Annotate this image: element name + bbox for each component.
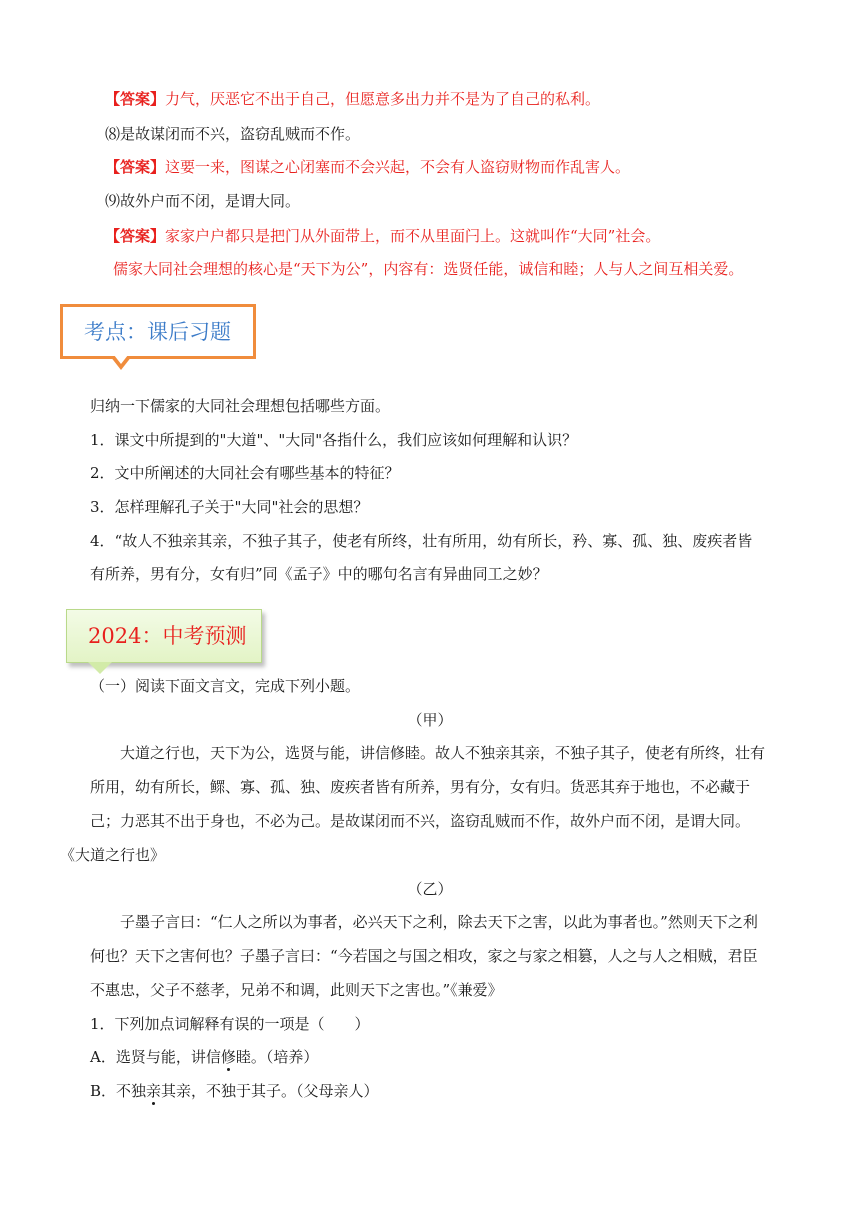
mcq-option-a	[90, 1047, 318, 1067]
section-title: 考点：课后习题	[84, 320, 231, 344]
question-8: ⑻是故谋闭而不兴，盗窃乱贼而不作。	[105, 125, 361, 143]
answer-tag: 【答案】	[105, 227, 166, 245]
passage-jia	[60, 736, 770, 872]
dotted-word: 亲	[146, 1082, 162, 1100]
answer-tag: 【答案】	[105, 90, 166, 108]
exercise-question-2: 2．文中所阐述的大同社会有哪些基本的特征？	[90, 464, 400, 482]
option-text: A．选贤与能，讲信	[90, 1048, 221, 1066]
passage-jia-source: 《大道之行也》	[60, 846, 166, 864]
option-text: 其亲，不独于其子。（父母亲人）	[161, 1082, 379, 1100]
mcq-option-b	[90, 1081, 379, 1101]
callout-tail	[88, 662, 112, 674]
mcq-stem: 1．下列加点词解释有误的一项是（ ）	[90, 1015, 370, 1033]
answer-7	[105, 89, 600, 109]
exercise-question-4-line2: 有所养，男有分，女有归”同《孟子》中的哪句名言有异曲同工之妙？	[90, 565, 548, 583]
passage-jia-text: 大道之行也，天下为公，选贤与能，讲信修睦。故人不独亲其亲，不独子其子，使老有所终，壮有所用，幼有所长，鳏、寡、孤、独、废疾者皆有所养，男有分，女有归。货恶其弃于地也，不必藏于己；力恶其不出于身也，不必为己。是故谋闭而不兴，盗窃乱贼而不作，故外户而不闭，是谓大同。	[90, 744, 766, 830]
answer-8	[105, 157, 630, 177]
section-title: 2024：中考预测	[88, 624, 247, 648]
answer-tag: 【答案】	[105, 158, 166, 176]
answer-9	[105, 226, 660, 246]
answer-text: 力气，厌恶它不出于自己，但愿意多出力并不是为了自己的私利。	[165, 90, 601, 108]
question-9: ⑼故外户而不闭，是谓大同。	[105, 192, 301, 210]
exercise-intro: 归纳一下儒家的大同社会理想包括哪些方面。	[90, 397, 391, 415]
callout-tail-inner	[114, 355, 128, 364]
answer-summary: 儒家大同社会理想的核心是“天下为公”，内容有：选贤任能，诚信和睦；人与人之间互相关爱。	[113, 260, 744, 278]
passage-jia-label: （甲）	[407, 711, 453, 729]
exercise-question-1: 1．课文中所提到的"大道"、"大同"各指什么，我们应该如何理解和认识？	[90, 431, 578, 449]
answer-text: 家家户户都只是把门从外面带上，而不从里面闩上。这就叫作“大同”社会。	[165, 227, 661, 245]
answer-text: 这要一来，图谋之心闭塞而不会兴起，不会有人盗窃财物而作乱害人。	[165, 158, 631, 176]
passage-yi: 子墨子言曰：“仁人之所以为事者，必兴天下之利，除去天下之害，以此为事者也。”然则天下之利何也？天下之害何也？子墨子言曰：“今若国之与国之相攻，家之与家之相篡，人之与人之相贼，君臣不惠忠，父子不慈孝，兄弟不和调，此则天下之害也。”《兼爱》	[90, 913, 758, 999]
option-text: 睦。（培养）	[235, 1048, 319, 1066]
dotted-word: 修	[220, 1048, 236, 1066]
option-text: B．不独	[90, 1082, 147, 1100]
passage-yi-label: （乙）	[407, 880, 453, 898]
exercise-question-4-line1: 4．“故人不独亲其亲，不独子其子，使老有所终，壮有所用，幼有所长，矜、寡、孤、独、废疾者皆	[90, 532, 753, 550]
reading-intro: （一）阅读下面文言文，完成下列小题。	[90, 677, 361, 695]
exercise-question-3: 3．怎样理解孔子关于"大同"社会的思想？	[90, 498, 369, 516]
